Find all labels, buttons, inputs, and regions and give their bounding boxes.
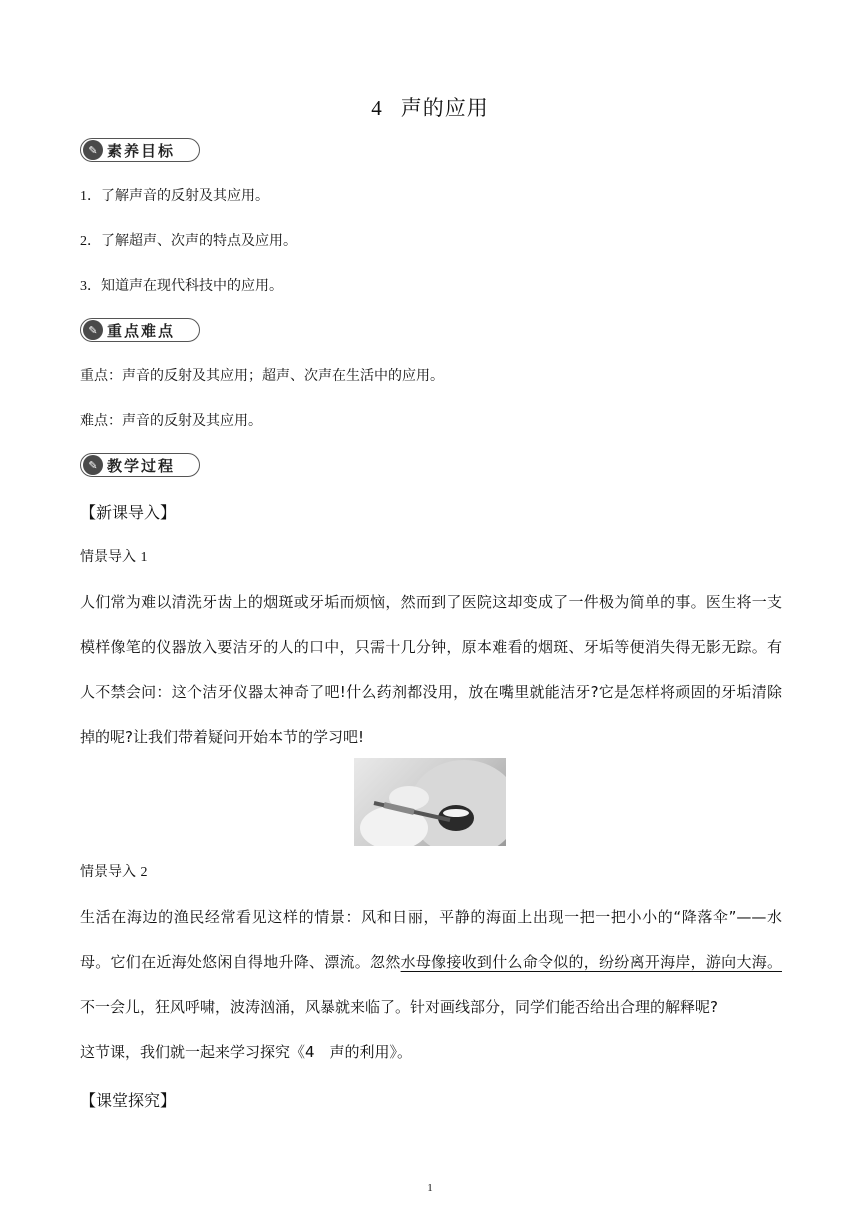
scene2-closing: 这节课，我们就一起来学习探究《4 声的利用》。 [80,1043,413,1061]
title-text: 声的应用 [400,96,489,120]
title-number: 4 [371,96,383,120]
page-title [0,92,860,122]
goal-item-2: 2．了解超声、次声的特点及应用。 [80,233,297,249]
key-important: 重点：声音的反射及其应用；超声、次声在生活中的应用。 [80,368,444,384]
section-class-explore: 【课堂探究】 [80,1091,177,1110]
scene2-paragraph: 生活在海边的渔民经常看见这样的情景：风和日丽，平静的海面上出现一把一把小小的“降落伞”——水母。它们在近海处悠闲自得地升降、漂流。忽然水母像接收到什么命令似的，纷纷离开海岸，游向大海。不一会儿，狂风呼啸，波涛汹涌，风暴就来临了。针对画线部分，同学们能否给出合理的解释呢? [80,908,782,1016]
underlined-text: 水母像接收到什么命令似的，纷纷离开海岸，游向大海。 [400,953,782,971]
book-icon: ✎ [83,140,103,160]
badge-key-points [80,318,200,342]
badge-process [80,453,200,477]
book-icon: ✎ [83,320,103,340]
badge-goals [80,138,200,162]
dental-cleaning-photo [354,758,506,846]
key-difficult: 难点：声音的反射及其应用。 [80,413,262,429]
goal-item-1: 1．了解声音的反射及其应用。 [80,188,269,204]
badge-process-label: 教学过程 [107,456,176,475]
badge-key-points-label: 重点难点 [107,321,176,340]
scene2-label: 情景导入 2 [80,864,148,880]
book-icon: ✎ [83,455,103,475]
dental-photo-illustration [354,758,506,846]
page-number: 1 [427,1182,433,1194]
scene1-label: 情景导入 1 [80,549,148,565]
goal-item-3: 3．知道声在现代科技中的应用。 [80,278,283,294]
section-new-lesson: 【新课导入】 [80,503,177,522]
scene1-paragraph: 人们常为难以清洗牙齿上的烟斑或牙垢而烦恼，然而到了医院这却变成了一件极为简单的事。医生将一支模样像笔的仪器放入要洁牙的人的口中，只需十几分钟，原本难看的烟斑、牙垢等便消失得无影无踪。有人不禁会问：这个洁牙仪器太神奇了吧!什么药剂都没用，放在嘴里就能洁牙?它是怎样将顽固的牙垢清除掉的呢?让我们带着疑问开始本节的学习吧! [80,593,782,746]
badge-goals-label: 素养目标 [107,141,176,160]
